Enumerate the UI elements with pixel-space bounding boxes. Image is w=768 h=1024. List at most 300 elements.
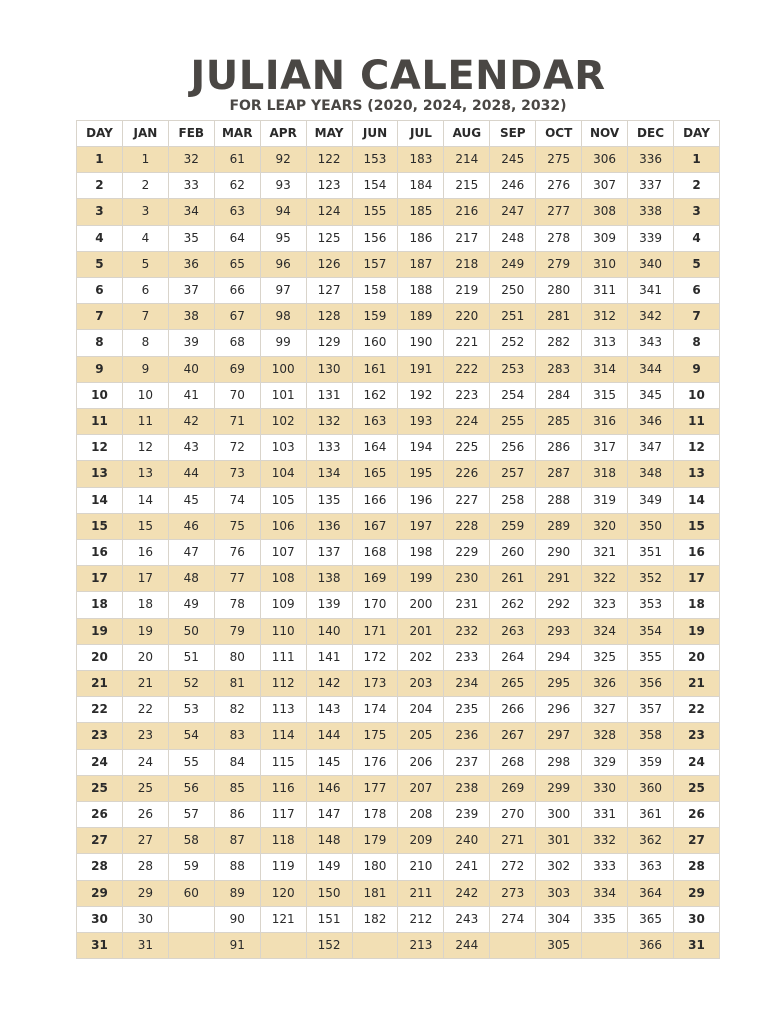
- day-cell: 2: [673, 173, 719, 199]
- julian-day-cell: 277: [536, 199, 582, 225]
- day-cell: 10: [77, 382, 123, 408]
- julian-day-cell: 239: [444, 802, 490, 828]
- julian-day-cell: 25: [122, 775, 168, 801]
- julian-day-cell: 44: [168, 461, 214, 487]
- julian-day-cell: 61: [214, 147, 260, 173]
- julian-day-cell: 204: [398, 697, 444, 723]
- julian-day-cell: 242: [444, 880, 490, 906]
- table-row: [77, 330, 720, 356]
- julian-day-cell: 244: [444, 933, 490, 959]
- julian-day-cell: 145: [306, 749, 352, 775]
- julian-day-cell: 91: [214, 933, 260, 959]
- julian-day-cell: 269: [490, 775, 536, 801]
- day-cell: 15: [673, 513, 719, 539]
- column-header: NOV: [582, 121, 628, 147]
- julian-day-cell: 191: [398, 356, 444, 382]
- julian-day-cell: 99: [260, 330, 306, 356]
- julian-day-cell: 291: [536, 566, 582, 592]
- julian-day-cell: 364: [628, 880, 674, 906]
- julian-day-cell: 330: [582, 775, 628, 801]
- julian-day-cell: 17: [122, 566, 168, 592]
- julian-day-cell: 4: [122, 225, 168, 251]
- julian-day-cell: 324: [582, 618, 628, 644]
- julian-day-cell: 110: [260, 618, 306, 644]
- julian-day-cell: 144: [306, 723, 352, 749]
- julian-day-cell: 268: [490, 749, 536, 775]
- julian-day-cell: 202: [398, 644, 444, 670]
- julian-day-cell: 213: [398, 933, 444, 959]
- julian-day-cell: 113: [260, 697, 306, 723]
- julian-day-cell: 166: [352, 487, 398, 513]
- day-cell: 8: [77, 330, 123, 356]
- day-cell: 22: [673, 697, 719, 723]
- julian-day-cell: 156: [352, 225, 398, 251]
- julian-day-cell: 64: [214, 225, 260, 251]
- julian-day-cell: 140: [306, 618, 352, 644]
- day-cell: 9: [673, 356, 719, 382]
- day-cell: 30: [77, 906, 123, 932]
- julian-day-cell: 100: [260, 356, 306, 382]
- julian-day-cell: 125: [306, 225, 352, 251]
- julian-day-cell: 76: [214, 540, 260, 566]
- julian-day-cell: 300: [536, 802, 582, 828]
- julian-day-cell: 206: [398, 749, 444, 775]
- julian-day-cell: 208: [398, 802, 444, 828]
- julian-day-cell: 143: [306, 697, 352, 723]
- julian-day-cell: 136: [306, 513, 352, 539]
- julian-day-cell: 282: [536, 330, 582, 356]
- julian-day-cell: 366: [628, 933, 674, 959]
- julian-day-cell: 133: [306, 435, 352, 461]
- julian-day-cell: 179: [352, 828, 398, 854]
- julian-day-cell: 187: [398, 251, 444, 277]
- julian-day-cell: 73: [214, 461, 260, 487]
- julian-day-cell: 293: [536, 618, 582, 644]
- julian-day-cell: 358: [628, 723, 674, 749]
- julian-day-cell: 335: [582, 906, 628, 932]
- julian-day-cell: 20: [122, 644, 168, 670]
- julian-day-cell: 10: [122, 382, 168, 408]
- julian-calendar-table: [76, 120, 720, 959]
- julian-day-cell: 190: [398, 330, 444, 356]
- day-cell: 9: [77, 356, 123, 382]
- julian-day-cell: 274: [490, 906, 536, 932]
- day-cell: 23: [673, 723, 719, 749]
- julian-day-cell: 146: [306, 775, 352, 801]
- julian-day-cell: 167: [352, 513, 398, 539]
- julian-day-cell: 354: [628, 618, 674, 644]
- julian-day-cell: 270: [490, 802, 536, 828]
- julian-day-cell: 233: [444, 644, 490, 670]
- julian-day-cell: 19: [122, 618, 168, 644]
- julian-day-cell: 137: [306, 540, 352, 566]
- julian-day-cell: 38: [168, 304, 214, 330]
- julian-day-cell: 290: [536, 540, 582, 566]
- julian-day-cell: 198: [398, 540, 444, 566]
- julian-day-cell: 210: [398, 854, 444, 880]
- julian-day-cell: 72: [214, 435, 260, 461]
- julian-day-cell: 30: [122, 906, 168, 932]
- julian-day-cell: 130: [306, 356, 352, 382]
- julian-day-cell: 35: [168, 225, 214, 251]
- table-row: [77, 225, 720, 251]
- julian-day-cell: 152: [306, 933, 352, 959]
- julian-day-cell: 348: [628, 461, 674, 487]
- julian-day-cell: 214: [444, 147, 490, 173]
- day-cell: 4: [673, 225, 719, 251]
- julian-day-cell: 3: [122, 199, 168, 225]
- julian-day-cell: 302: [536, 854, 582, 880]
- julian-day-cell: 254: [490, 382, 536, 408]
- julian-day-cell: 226: [444, 461, 490, 487]
- page-title: JULIAN CALENDAR: [190, 53, 606, 99]
- julian-day-cell: [260, 933, 306, 959]
- day-cell: 21: [673, 671, 719, 697]
- table-row: [77, 644, 720, 670]
- day-cell: 29: [77, 880, 123, 906]
- table-row: [77, 199, 720, 225]
- julian-day-cell: 321: [582, 540, 628, 566]
- julian-day-cell: 273: [490, 880, 536, 906]
- julian-day-cell: 68: [214, 330, 260, 356]
- julian-day-cell: 96: [260, 251, 306, 277]
- julian-day-cell: 353: [628, 592, 674, 618]
- table-row: [77, 356, 720, 382]
- julian-day-cell: 207: [398, 775, 444, 801]
- table-row: [77, 147, 720, 173]
- julian-day-cell: 27: [122, 828, 168, 854]
- julian-day-cell: 120: [260, 880, 306, 906]
- table-row: [77, 278, 720, 304]
- julian-day-cell: 54: [168, 723, 214, 749]
- julian-day-cell: 342: [628, 304, 674, 330]
- julian-day-cell: 176: [352, 749, 398, 775]
- day-cell: 6: [77, 278, 123, 304]
- julian-day-cell: 283: [536, 356, 582, 382]
- julian-day-cell: 138: [306, 566, 352, 592]
- julian-day-cell: 316: [582, 409, 628, 435]
- day-cell: 23: [77, 723, 123, 749]
- julian-day-cell: 160: [352, 330, 398, 356]
- julian-day-cell: 31: [122, 933, 168, 959]
- julian-day-cell: 303: [536, 880, 582, 906]
- julian-day-cell: 220: [444, 304, 490, 330]
- day-cell: 3: [673, 199, 719, 225]
- day-cell: 16: [77, 540, 123, 566]
- day-cell: 2: [77, 173, 123, 199]
- julian-day-cell: 224: [444, 409, 490, 435]
- julian-day-cell: 90: [214, 906, 260, 932]
- julian-day-cell: 247: [490, 199, 536, 225]
- julian-day-cell: 154: [352, 173, 398, 199]
- julian-day-cell: 55: [168, 749, 214, 775]
- julian-day-cell: 22: [122, 697, 168, 723]
- julian-day-cell: 288: [536, 487, 582, 513]
- julian-day-cell: 319: [582, 487, 628, 513]
- column-header: DAY: [77, 121, 123, 147]
- table-row: [77, 697, 720, 723]
- julian-day-cell: 127: [306, 278, 352, 304]
- julian-day-cell: 350: [628, 513, 674, 539]
- julian-day-cell: 47: [168, 540, 214, 566]
- julian-day-cell: 119: [260, 854, 306, 880]
- julian-day-cell: [168, 906, 214, 932]
- day-cell: 11: [77, 409, 123, 435]
- julian-day-cell: 276: [536, 173, 582, 199]
- julian-day-cell: 45: [168, 487, 214, 513]
- table-row: [77, 435, 720, 461]
- julian-day-cell: 287: [536, 461, 582, 487]
- julian-day-cell: 312: [582, 304, 628, 330]
- day-cell: 11: [673, 409, 719, 435]
- julian-day-cell: 265: [490, 671, 536, 697]
- julian-day-cell: 333: [582, 854, 628, 880]
- julian-day-cell: 186: [398, 225, 444, 251]
- julian-day-cell: 129: [306, 330, 352, 356]
- day-cell: 17: [77, 566, 123, 592]
- julian-day-cell: 326: [582, 671, 628, 697]
- julian-day-cell: 343: [628, 330, 674, 356]
- julian-day-cell: 298: [536, 749, 582, 775]
- julian-day-cell: [490, 933, 536, 959]
- julian-day-cell: 172: [352, 644, 398, 670]
- column-header: AUG: [444, 121, 490, 147]
- julian-day-cell: 249: [490, 251, 536, 277]
- julian-day-cell: 112: [260, 671, 306, 697]
- julian-day-cell: 5: [122, 251, 168, 277]
- julian-day-cell: 352: [628, 566, 674, 592]
- julian-day-cell: 49: [168, 592, 214, 618]
- julian-day-cell: 256: [490, 435, 536, 461]
- julian-day-cell: 1: [122, 147, 168, 173]
- day-cell: 14: [673, 487, 719, 513]
- julian-day-cell: 235: [444, 697, 490, 723]
- table-header: [77, 121, 720, 147]
- julian-day-cell: 12: [122, 435, 168, 461]
- julian-day-cell: 69: [214, 356, 260, 382]
- julian-day-cell: 189: [398, 304, 444, 330]
- julian-day-cell: 323: [582, 592, 628, 618]
- julian-day-cell: 336: [628, 147, 674, 173]
- day-cell: 4: [77, 225, 123, 251]
- julian-day-cell: 2: [122, 173, 168, 199]
- julian-day-cell: 271: [490, 828, 536, 854]
- julian-day-cell: 196: [398, 487, 444, 513]
- julian-day-cell: 275: [536, 147, 582, 173]
- julian-day-cell: 250: [490, 278, 536, 304]
- julian-day-cell: 89: [214, 880, 260, 906]
- day-cell: 18: [673, 592, 719, 618]
- julian-day-cell: 150: [306, 880, 352, 906]
- julian-day-cell: 201: [398, 618, 444, 644]
- day-cell: 25: [673, 775, 719, 801]
- julian-day-cell: 231: [444, 592, 490, 618]
- julian-day-cell: 8: [122, 330, 168, 356]
- julian-day-cell: 181: [352, 880, 398, 906]
- julian-day-cell: 62: [214, 173, 260, 199]
- julian-day-cell: 251: [490, 304, 536, 330]
- table-row: [77, 540, 720, 566]
- julian-day-cell: 118: [260, 828, 306, 854]
- julian-day-cell: 314: [582, 356, 628, 382]
- julian-day-cell: 108: [260, 566, 306, 592]
- julian-day-cell: 332: [582, 828, 628, 854]
- julian-day-cell: 155: [352, 199, 398, 225]
- julian-day-cell: 18: [122, 592, 168, 618]
- julian-day-cell: 219: [444, 278, 490, 304]
- julian-day-cell: 77: [214, 566, 260, 592]
- julian-day-cell: 70: [214, 382, 260, 408]
- julian-day-cell: 41: [168, 382, 214, 408]
- julian-day-cell: 331: [582, 802, 628, 828]
- julian-day-cell: 103: [260, 435, 306, 461]
- julian-day-cell: 322: [582, 566, 628, 592]
- julian-day-cell: 188: [398, 278, 444, 304]
- julian-day-cell: 78: [214, 592, 260, 618]
- julian-day-cell: 93: [260, 173, 306, 199]
- day-cell: 31: [673, 933, 719, 959]
- julian-day-cell: 292: [536, 592, 582, 618]
- julian-day-cell: 21: [122, 671, 168, 697]
- julian-day-cell: 128: [306, 304, 352, 330]
- julian-day-cell: 297: [536, 723, 582, 749]
- julian-day-cell: 16: [122, 540, 168, 566]
- julian-day-cell: 253: [490, 356, 536, 382]
- page-subtitle: FOR LEAP YEARS (2020, 2024, 2028, 2032): [229, 98, 567, 114]
- julian-day-cell: 98: [260, 304, 306, 330]
- table-row: [77, 828, 720, 854]
- day-cell: 10: [673, 382, 719, 408]
- column-header: JAN: [122, 121, 168, 147]
- julian-day-cell: 182: [352, 906, 398, 932]
- julian-day-cell: 52: [168, 671, 214, 697]
- julian-day-cell: 165: [352, 461, 398, 487]
- julian-day-cell: 46: [168, 513, 214, 539]
- julian-day-cell: 289: [536, 513, 582, 539]
- julian-day-cell: 60: [168, 880, 214, 906]
- julian-day-cell: 11: [122, 409, 168, 435]
- table-body: [77, 147, 720, 959]
- table-row: [77, 749, 720, 775]
- julian-day-cell: 162: [352, 382, 398, 408]
- day-cell: 19: [673, 618, 719, 644]
- julian-day-cell: 147: [306, 802, 352, 828]
- julian-day-cell: 209: [398, 828, 444, 854]
- julian-day-cell: 163: [352, 409, 398, 435]
- julian-day-cell: 123: [306, 173, 352, 199]
- julian-day-cell: 286: [536, 435, 582, 461]
- julian-day-cell: 306: [582, 147, 628, 173]
- julian-day-cell: 151: [306, 906, 352, 932]
- julian-day-cell: 164: [352, 435, 398, 461]
- day-cell: 8: [673, 330, 719, 356]
- julian-day-cell: 121: [260, 906, 306, 932]
- julian-day-cell: 39: [168, 330, 214, 356]
- julian-day-cell: 361: [628, 802, 674, 828]
- julian-day-cell: 346: [628, 409, 674, 435]
- julian-day-cell: 94: [260, 199, 306, 225]
- julian-day-cell: 134: [306, 461, 352, 487]
- table-row: [77, 461, 720, 487]
- julian-day-cell: 26: [122, 802, 168, 828]
- day-cell: 20: [77, 644, 123, 670]
- julian-day-cell: 139: [306, 592, 352, 618]
- julian-day-cell: 48: [168, 566, 214, 592]
- column-header: JUL: [398, 121, 444, 147]
- julian-day-cell: 92: [260, 147, 306, 173]
- julian-day-cell: 236: [444, 723, 490, 749]
- julian-day-cell: 42: [168, 409, 214, 435]
- day-cell: 17: [673, 566, 719, 592]
- table-row: [77, 592, 720, 618]
- julian-day-cell: 261: [490, 566, 536, 592]
- julian-day-cell: 117: [260, 802, 306, 828]
- julian-day-cell: 115: [260, 749, 306, 775]
- julian-day-cell: 192: [398, 382, 444, 408]
- julian-day-cell: 153: [352, 147, 398, 173]
- julian-day-cell: 170: [352, 592, 398, 618]
- julian-day-cell: 56: [168, 775, 214, 801]
- day-cell: 27: [77, 828, 123, 854]
- table-row: [77, 409, 720, 435]
- julian-day-cell: 223: [444, 382, 490, 408]
- julian-day-cell: 325: [582, 644, 628, 670]
- table-row: [77, 906, 720, 932]
- julian-day-cell: 80: [214, 644, 260, 670]
- julian-day-cell: 227: [444, 487, 490, 513]
- julian-day-cell: 53: [168, 697, 214, 723]
- julian-day-cell: 104: [260, 461, 306, 487]
- julian-day-cell: 339: [628, 225, 674, 251]
- julian-day-cell: 257: [490, 461, 536, 487]
- day-cell: 27: [673, 828, 719, 854]
- julian-day-cell: 40: [168, 356, 214, 382]
- julian-day-cell: 328: [582, 723, 628, 749]
- julian-day-cell: 215: [444, 173, 490, 199]
- julian-day-cell: 169: [352, 566, 398, 592]
- julian-day-cell: 126: [306, 251, 352, 277]
- julian-day-cell: 344: [628, 356, 674, 382]
- table-row: [77, 854, 720, 880]
- julian-day-cell: 245: [490, 147, 536, 173]
- julian-day-cell: 114: [260, 723, 306, 749]
- julian-day-cell: 178: [352, 802, 398, 828]
- julian-day-cell: [582, 933, 628, 959]
- julian-day-cell: 362: [628, 828, 674, 854]
- julian-day-cell: 260: [490, 540, 536, 566]
- column-header: DEC: [628, 121, 674, 147]
- julian-day-cell: 102: [260, 409, 306, 435]
- julian-day-cell: 248: [490, 225, 536, 251]
- julian-day-cell: 301: [536, 828, 582, 854]
- julian-day-cell: 81: [214, 671, 260, 697]
- column-header: DAY: [673, 121, 719, 147]
- julian-day-cell: 28: [122, 854, 168, 880]
- julian-day-cell: 238: [444, 775, 490, 801]
- julian-day-cell: 212: [398, 906, 444, 932]
- julian-day-cell: 200: [398, 592, 444, 618]
- day-cell: 31: [77, 933, 123, 959]
- day-cell: 28: [77, 854, 123, 880]
- julian-day-cell: 66: [214, 278, 260, 304]
- julian-day-cell: 363: [628, 854, 674, 880]
- julian-day-cell: 158: [352, 278, 398, 304]
- day-cell: 26: [673, 802, 719, 828]
- julian-day-cell: 284: [536, 382, 582, 408]
- table-row: [77, 382, 720, 408]
- julian-day-cell: 296: [536, 697, 582, 723]
- julian-day-cell: 132: [306, 409, 352, 435]
